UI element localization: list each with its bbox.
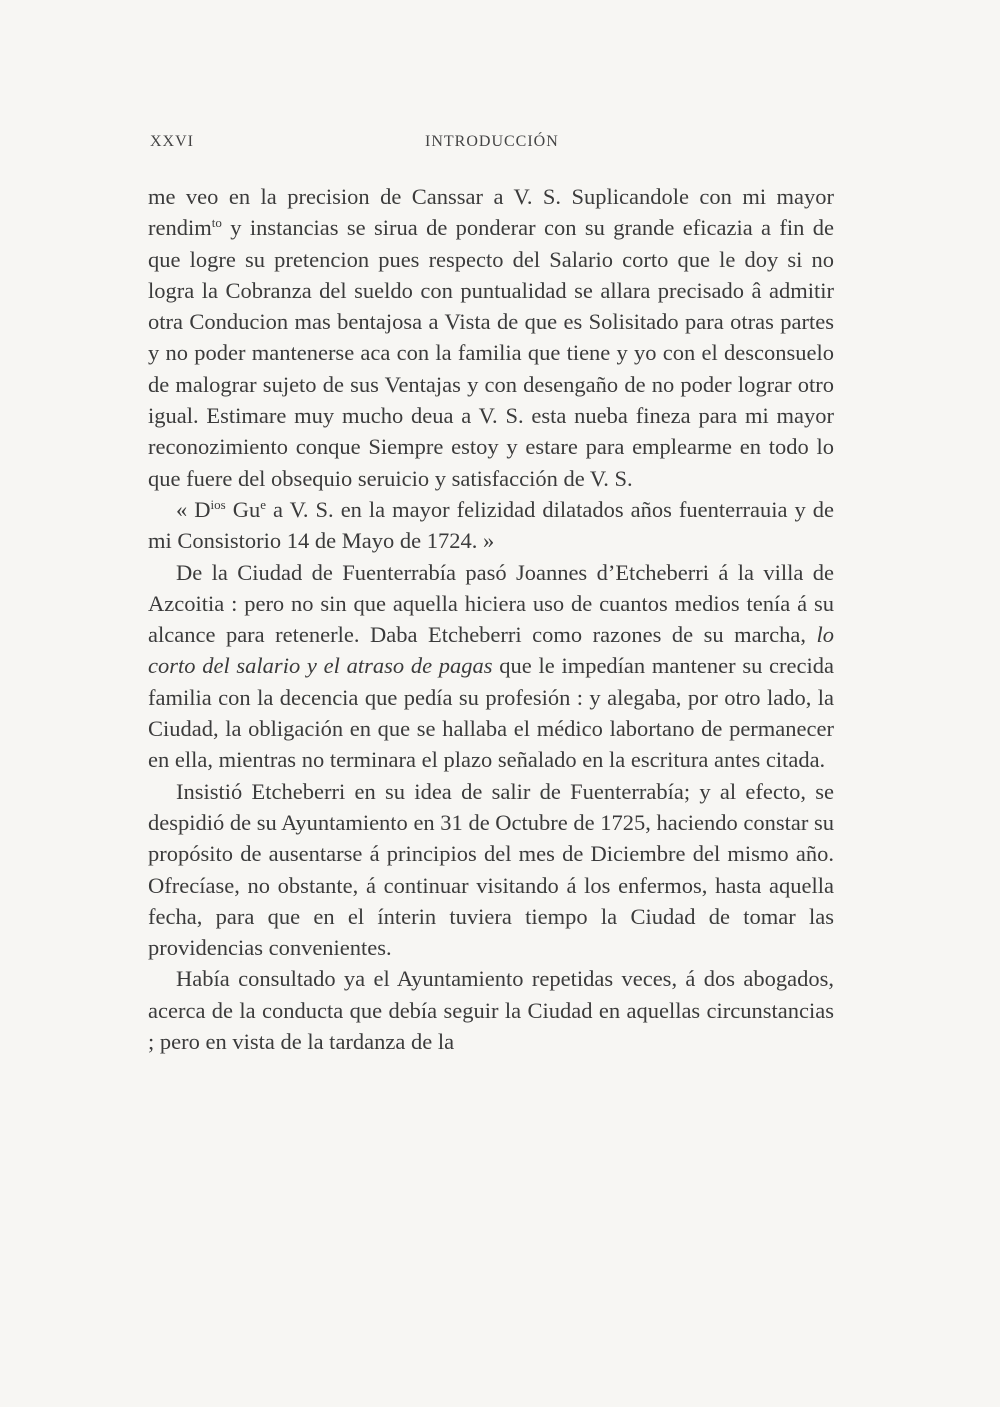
letter-paragraph <box>148 181 834 494</box>
text-run: que le impedían mantener su crecida familia con la decencia que pedía su profesión : y alegaba, por otro lado, la Ciudad, la obligación en que se hallaba el médico labortano de permanecer en ella, mientras no terminara el plazo señalado en la escritura antes citada. <box>148 653 834 773</box>
body-paragraph: Insistió Etcheberri en su idea de salir de Fuenterrabía; y al efecto, se despidió de su Ayuntamiento en 31 de Octubre de 1725, haciendo constar su propósito de ausentarse á principios del mes de Diciembre del mismo año. Ofrecíase, no obstante, á continuar visitando á los enfermos, hasta aquella fecha, para que en el ínterin tuviera tiempo la Ciudad de tomar las providencias convenientes. <box>148 778 834 961</box>
body-paragraph: Había consultado ya el Ayuntamiento repetidas veces, á dos abogados, acerca de la conducta que debía seguir la Ciudad en aquellas circunstancias ; pero en vista de la tardanza de la <box>148 966 834 1055</box>
page-number: XXVI <box>150 133 194 150</box>
text-run: « D <box>176 496 211 522</box>
superscript-abbreviation: e <box>260 496 266 512</box>
text-run: a V. S. en la mayor felizidad dilatados años fuenterrauia y de mi Consistorio 14 de Mayo de 1724. » <box>148 496 835 554</box>
superscript-abbreviation: ios <box>210 496 226 512</box>
text-run: Gu <box>225 496 261 522</box>
letter-closing <box>148 494 834 557</box>
superscript-abbreviation: to <box>211 215 222 231</box>
text-run: y instancias se sirua de ponderar con su grande eficazia a fin de que logre su pretencion pues respecto del Salario corto que le doy si no logra la Cobranza del sueldo con puntualidad se allara precisado â admitir otra Conducion mas bentajosa a Vista de que es Solisitado para otras partes y no poder mantenerse aca con la familia que tiene y yo con el desconsuelo de malograr sujeto de sus Ventajas y con desengaño de no poder lograr otro igual. Estimare muy mucho deua a V. S. esta nueba fineza para mi mayor reconozimiento conque Siempre estoy y estare para emplearme en todo lo que fuere del obsequio seruicio y satisfacción de V. S. <box>148 215 834 491</box>
body-paragraph <box>148 557 834 776</box>
text-run: De la Ciudad de Fuenterrabía pasó Joannes d’Etcheberri á la villa de Azcoitia : pero no sin que aquella hiciera uso de cuantos medios tenía á su alcance para retenerle. Daba Etcheberri como razones de su marcha, <box>148 559 834 648</box>
page-body <box>148 181 834 1057</box>
text-run: me veo en la precision de Canssar a V. S. Suplicandole con mi mayor rendim <box>148 184 834 241</box>
running-title: INTRODUCCIÓN <box>425 133 559 150</box>
italic-quote: lo corto del salario y el atraso de pagas <box>148 622 834 679</box>
